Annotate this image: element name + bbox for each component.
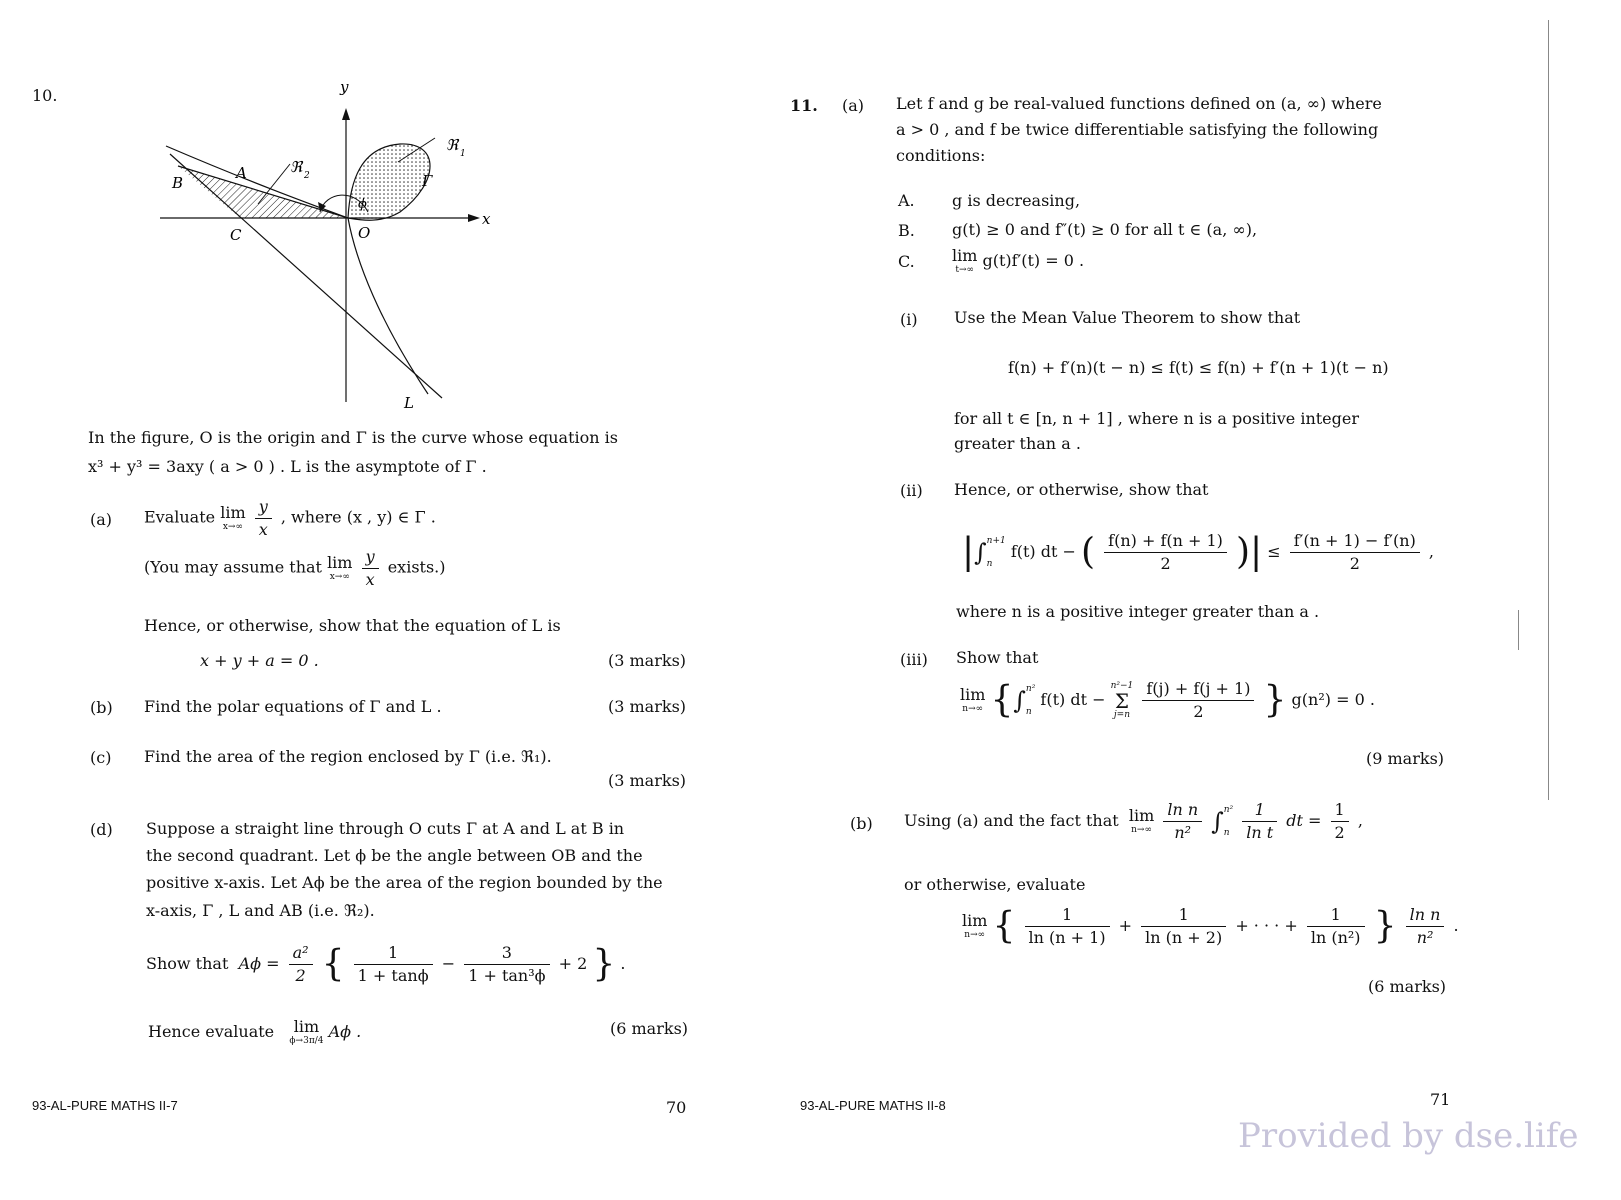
cond-c-label: C. [898, 252, 915, 271]
sub-i-equation: f(n) + f′(n)(t − n) ≤ f(t) ≤ f(n) + f′(n + 1)(t − n) [1008, 358, 1389, 377]
q11-b-marks: (6 marks) [1368, 977, 1447, 996]
label-c: C [230, 226, 242, 244]
part-c-marks: (3 marks) [608, 771, 687, 790]
curve-lower-branch [348, 218, 428, 394]
part-a-hence: Hence, or otherwise, show that the equation of L is [144, 616, 561, 635]
part-a-equation: x + y + a = 0 . [200, 651, 319, 670]
q11-a-line-1: Let f and g be real-valued functions defined on (a, ∞) where [896, 94, 1382, 113]
part-b-marks: (3 marks) [608, 697, 687, 716]
label-o: O [358, 224, 371, 242]
part-a-assume: (You may assume that lim x→∞ $\frac{y}{x}$ exists.) [144, 547, 446, 589]
q11-b-otherwise: or otherwise, evaluate [904, 875, 1086, 894]
part-d-line-1: Suppose a straight line through O cuts Γ at A and L at B in [146, 819, 625, 838]
label-y: y [340, 78, 349, 96]
label-x: x [482, 210, 491, 228]
sub-i-label: (i) [900, 310, 918, 329]
left-footer-code: 93-AL-PURE MATHS II-7 [32, 1098, 178, 1113]
part-c-label: (c) [90, 748, 112, 767]
part-b-text: Find the polar equations of Γ and L . [144, 697, 442, 716]
part-a-label: (a) [90, 510, 113, 529]
q11-a-marks: (9 marks) [1366, 749, 1445, 768]
cond-a-label: A. [898, 191, 915, 210]
part-d-line-3: positive x-axis. Let Aϕ be the area of the region bounded by the [146, 873, 663, 892]
part-d-line-4: x-axis, Γ , L and AB (i.e. ℜ₂). [146, 901, 375, 920]
sub-ii-inequality: |∫ n+1 n f(t) dt − ( $\frac{f(n) + f(n + 1)}{2}$ )| ≤ $\frac{f'(n + 1) - f'(n)}{2}$ , [962, 531, 1435, 573]
intro-line-2: x³ + y³ = 3axy ( a > 0 ) . L is the asymptote of Γ . [88, 457, 487, 476]
sub-iii-label: (iii) [900, 650, 928, 669]
q11-part-a-label: (a) [842, 96, 865, 115]
part-a-marks: (3 marks) [608, 651, 687, 670]
x-arrow [468, 214, 480, 222]
label-r1: ℜ [446, 136, 459, 154]
cond-a-text: g is decreasing, [952, 191, 1081, 210]
label-a: A [236, 164, 247, 182]
sub-i-after-1: for all t ∈ [n, n + 1] , where n is a positive integer [954, 409, 1359, 428]
label-phi: ϕ [358, 197, 367, 212]
sub-iii-text: Show that [956, 648, 1039, 667]
part-d-show-formula: Show that Aϕ = $\frac{\text{a²}}{2}$ { $\frac{1}{1 + \tan\phi}$ − $\frac{3}{\text{1 + tan³ϕ}}$ + 2 } . [146, 943, 626, 985]
question-number-10: 10. [32, 86, 58, 105]
part-b-label: (b) [90, 698, 113, 717]
label-r2: ℜ [290, 158, 303, 176]
part-a-text-before: Evaluate [144, 507, 216, 527]
part-a-text-after: , where (x , y) ∈ Γ . [280, 507, 436, 527]
cond-b-label: B. [898, 221, 915, 240]
right-footer-code: 93-AL-PURE MATHS II-8 [800, 1098, 946, 1113]
part-a-evaluate [144, 498, 436, 538]
label-r1-sub: 1 [460, 149, 466, 159]
cond-b-text: g(t) ≥ 0 and f″(t) ≥ 0 for all t ∈ (a, ∞), [952, 220, 1258, 239]
y-arrow [342, 108, 350, 120]
q11-part-b-label: (b) [850, 814, 873, 833]
label-r2-sub: 2 [304, 171, 310, 181]
sub-i-after-2: greater than a . [954, 434, 1081, 453]
intro-line-1: In the figure, O is the origin and Γ is the curve whose equation is [88, 428, 618, 447]
scan-mark [1518, 610, 1519, 650]
q11-b-expression: lim n→∞ { $\frac{1}{\ln (n + 1)}$ + $\frac{1}{\ln (n + 2)}$ + · · · + $\frac{1}{\text{ln (n²)}}$ } $\frac{\text{ln n}}{\text{n²}}$ . [962, 905, 1459, 947]
folium-diagram [150, 72, 500, 412]
part-c-text: Find the area of the region enclosed by Γ (i.e. ℜ₁). [144, 747, 552, 766]
part-d-label: (d) [90, 820, 113, 839]
q11-b-fact: Using (a) and the fact that lim n→∞ $\frac{\text{ln n}}{\text{n²}}$ ∫ n² n $\frac{1}{\text{ln t}}$ dt = $\frac{1}{2}$ , [904, 800, 1363, 842]
figure-folium [150, 72, 500, 412]
sub-ii-text: Hence, or otherwise, show that [954, 480, 1209, 499]
scan-edge-line [1548, 20, 1549, 800]
sub-i-text: Use the Mean Value Theorem to show that [954, 308, 1301, 327]
sub-ii-after: where n is a positive integer greater than a . [956, 602, 1320, 621]
sub-ii-label: (ii) [900, 481, 923, 500]
left-page-number: 70 [666, 1098, 687, 1117]
right-page-number: 71 [1430, 1090, 1451, 1109]
label-gamma: Γ [422, 172, 433, 190]
label-l: L [404, 394, 414, 412]
part-a-frac: $\frac{y}{x}$ [255, 498, 272, 538]
q11-a-line-2: a > 0 , and f be twice differentiable satisfying the following [896, 120, 1379, 139]
part-d-hence-evaluate: Hence evaluate lim ϕ→3π/4 Aϕ . [148, 1017, 362, 1046]
label-b: B [172, 174, 184, 192]
q11-a-line-3: conditions: [896, 146, 986, 165]
cond-c-text: lim t→∞ g(t)f′(t) = 0 . [952, 246, 1085, 275]
part-a-lim: lim x→∞ [220, 502, 246, 532]
watermark: Provided by dse.life [1238, 1116, 1579, 1156]
sub-iii-limit: lim n→∞ {∫ n² n f(t) dt − n²−1 Σ j=n $\frac{f(j) + f(j + 1)}{2}$ } g(n²) = 0 . [960, 679, 1375, 721]
part-d-line-2: the second quadrant. Let ϕ be the angle between OB and the [146, 846, 643, 865]
part-d-marks: (6 marks) [610, 1019, 689, 1038]
question-number-11: 11. [790, 96, 818, 115]
